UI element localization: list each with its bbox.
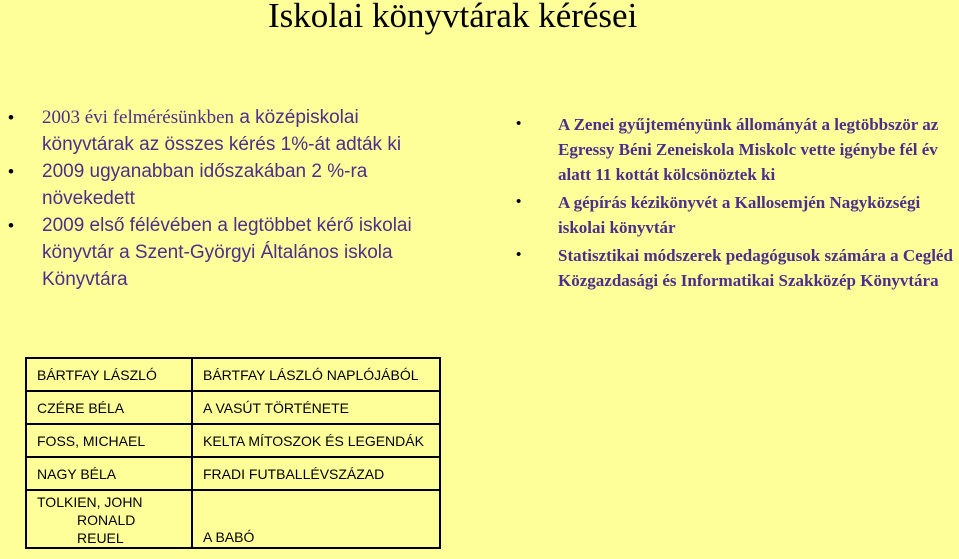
- list-item: [8, 158, 448, 212]
- table-row: [26, 490, 440, 548]
- list-item: [8, 212, 448, 293]
- bullet-icon: •: [516, 116, 522, 132]
- list-item-text: 2009 első félévében a legtöbbet kérő iskolai könyvtár a Szent-Györgyi Általános iskola Könyvtára: [42, 215, 412, 290]
- book-title-cell: KELTA MÍTOSZOK ÉS LEGENDÁK: [192, 424, 440, 457]
- author-cell: FOSS, MICHAEL: [26, 424, 192, 457]
- list-item-text: A Zenei gyűjteményünk állományát a legtöbbször az Egressy Béni Zeneiskola Miskolc vette igénybe fél év alatt 11 kottát kölcsönöztek ki: [558, 115, 939, 184]
- bullet-icon: •: [8, 108, 14, 127]
- list-item: [516, 112, 959, 187]
- book-title-cell: A VASÚT TÖRTÉNETE: [192, 391, 440, 424]
- table-row: [26, 358, 440, 391]
- bullet-icon: •: [516, 194, 522, 210]
- page-title: Iskolai könyvtárak kérései: [268, 0, 638, 35]
- right-bullet-list: [516, 112, 959, 296]
- author-cell: CZÉRE BÉLA: [26, 391, 192, 424]
- author-cell: NAGY BÉLA: [26, 457, 192, 490]
- left-bullet-list: [8, 104, 448, 293]
- bullet-icon: •: [8, 162, 14, 181]
- list-item-text: a középiskolai könyvtárak az összes kérés 1%-át adták ki: [42, 107, 402, 155]
- author-cell: BÁRTFAY LÁSZLÓ: [26, 358, 192, 391]
- list-item-text: 2009 ugyanabban időszakában 2 %-ra növekedett: [42, 161, 368, 209]
- table-row: [26, 424, 440, 457]
- table-row: [26, 457, 440, 490]
- list-item: [8, 104, 448, 158]
- author-line: TOLKIEN, JOHN: [37, 494, 143, 510]
- book-title-cell: BÁRTFAY LÁSZLÓ NAPLÓJÁBÓL: [192, 358, 440, 391]
- list-item: [516, 190, 959, 240]
- author-line: REUEL: [77, 530, 124, 546]
- book-table: [25, 357, 441, 549]
- list-item-text: A gépírás kézikönyvét a Kallosemjén Nagyközségi iskolai könyvtár: [558, 193, 921, 237]
- list-item-text: Statisztikai módszerek pedagógusok számára a Cegléd Közgazdasági és Informatikai Szakközép Könyvtára: [558, 246, 953, 290]
- bullet-icon: •: [516, 247, 522, 263]
- bullet-icon: •: [8, 216, 14, 235]
- list-item-text-serif: 2003 évi felmérésünkben: [42, 107, 235, 128]
- author-cell: [26, 490, 192, 548]
- book-title-cell: FRADI FUTBALLÉVSZÁZAD: [192, 457, 440, 490]
- list-item: [516, 243, 959, 293]
- table-row: [26, 391, 440, 424]
- book-title-cell: A BABÓ: [192, 490, 440, 548]
- author-line: RONALD: [77, 512, 136, 528]
